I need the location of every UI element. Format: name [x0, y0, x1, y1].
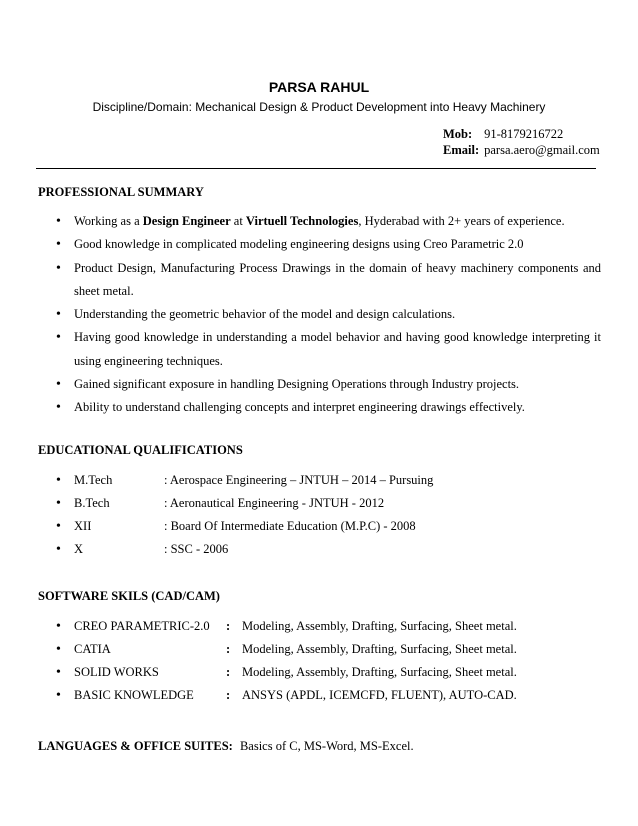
software-skills: Modeling, Assembly, Drafting, Surfacing, Sheet metal. [242, 619, 517, 633]
education-degree: X [74, 542, 84, 556]
education-row [56, 469, 433, 492]
education-row [56, 538, 433, 561]
header-divider [36, 168, 596, 169]
software-colon: : [226, 688, 231, 702]
education-heading: EDUCATIONAL QUALIFICATIONS [38, 443, 243, 457]
candidate-name: PARSA RAHUL [268, 79, 370, 95]
languages-value: Basics of C, MS-Word, MS-Excel. [239, 739, 414, 753]
summary-heading: PROFESSIONAL SUMMARY [38, 185, 204, 199]
software-colon: : [226, 642, 231, 656]
software-colon: : [226, 619, 231, 633]
education-degree: B.Tech [74, 496, 110, 510]
summary-item: • Having good knowledge in understanding a model behavior and having good knowledge interpreting it using engineering techniques. [56, 326, 601, 373]
summary-item: • Ability to understand challenging concepts and interpret engineering drawings effectively. [56, 396, 601, 419]
software-tool: BASIC KNOWLEDGE [74, 688, 194, 702]
summary-item1-pre: Working as a [74, 214, 143, 228]
software-list [56, 615, 517, 707]
education-detail: : Board Of Intermediate Education (M.P.C) - 2008 [164, 519, 416, 533]
email-label: Email: [443, 143, 480, 157]
languages-line [38, 739, 414, 754]
software-tool: CATIA [74, 642, 111, 656]
software-skills: Modeling, Assembly, Drafting, Surfacing, Sheet metal. [242, 642, 517, 656]
summary-item: • Gained significant exposure in handling Designing Operations through Industry projects. [56, 373, 601, 396]
education-detail: : Aerospace Engineering – JNTUH – 2014 – Pursuing [164, 473, 434, 487]
education-row [56, 515, 433, 538]
software-row [56, 615, 517, 638]
education-detail: : Aeronautical Engineering - JNTUH - 2012 [164, 496, 385, 510]
mobile-value: 91-8179216722 [484, 127, 564, 141]
summary-role: Design Engineer [142, 214, 231, 228]
summary-company: Virtuell Technologies [245, 214, 359, 228]
education-list [56, 469, 433, 561]
software-skills: ANSYS (APDL, ICEMCFD, FLUENT), AUTO-CAD. [242, 688, 517, 702]
software-row [56, 638, 517, 661]
software-tool: CREO PARAMETRIC-2.0 [74, 619, 210, 633]
software-colon: : [226, 665, 231, 679]
summary-item [56, 210, 601, 233]
mobile-label: Mob: [443, 127, 473, 141]
summary-item: • Good knowledge in complicated modeling engineering designs using Creo Parametric 2.0 [56, 233, 601, 256]
summary-item1-post: , Hyderabad with 2+ years of experience. [358, 214, 565, 228]
education-row [56, 492, 433, 515]
summary-list [56, 210, 601, 420]
software-row [56, 661, 517, 684]
contact-email [443, 143, 600, 158]
education-degree: XII [74, 519, 92, 533]
summary-item: • Product Design, Manufacturing Process Drawings in the domain of heavy machinery components and sheet metal. [56, 257, 601, 304]
software-tool: SOLID WORKS [74, 665, 159, 679]
education-detail: : SSC - 2006 [164, 542, 229, 556]
education-degree: M.Tech [74, 473, 113, 487]
discipline-line: Discipline/Domain: Mechanical Design & Product Development into Heavy Machinery [92, 100, 546, 114]
software-heading: SOFTWARE SKILS (CAD/CAM) [38, 589, 220, 603]
software-skills: Modeling, Assembly, Drafting, Surfacing, Sheet metal. [242, 665, 517, 679]
languages-label: LANGUAGES & OFFICE SUITES: [38, 739, 233, 753]
summary-item1-mid: at [230, 214, 246, 228]
email-value: parsa.aero@gmail.com [484, 143, 600, 157]
contact-mobile [443, 127, 563, 142]
software-row [56, 684, 517, 707]
summary-item: • Understanding the geometric behavior of the model and design calculations. [56, 303, 601, 326]
